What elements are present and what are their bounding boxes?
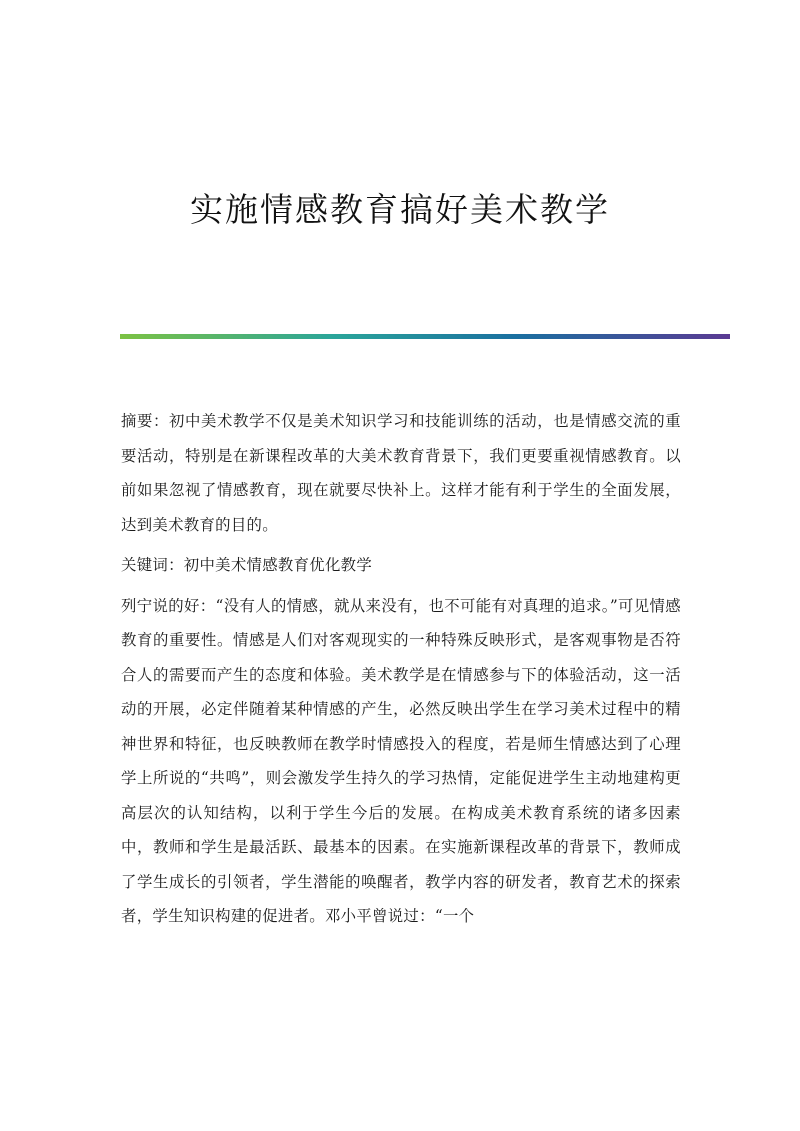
document-body bbox=[121, 404, 681, 934]
document-title: 实施情感教育搞好美术教学 bbox=[190, 190, 610, 229]
gradient-divider bbox=[120, 334, 730, 339]
keywords-paragraph: 关键词：初中美术情感教育优化教学 bbox=[121, 556, 373, 574]
abstract-paragraph: 摘要：初中美术教学不仅是美术知识学习和技能训练的活动，也是情感交流的重要活动，特别是在新课程改革的大美术教育背景下，我们更要重视情感教育。以前如果忽视了情感教育，现在就要尽快补上。这样才能有利于学生的全面发展，达到美术教育的目的。 bbox=[121, 412, 681, 534]
body-paragraph: 列宁说的好：“没有人的情感，就从来没有，也不可能有对真理的追求。”可见情感教育的重要性。情感是人们对客观现实的一种特殊反映形式，是客观事物是否符合人的需要而产生的态度和体验。美术教学是在情感参与下的体验活动，这一活动的开展，必定伴随着某种情感的产生，必然反映出学生在学习美术过程中的精神世界和特征，也反映教师在教学时情感投入的程度，若是师生情感达到了心理学上所说的“共鸣”，则会激发学生持久的学习热情，定能促进学生主动地建构更高层次的认知结构，以利于学生今后的发展。在构成美术教育系统的诸多因素中，教师和学生是最活跃、最基本的因素。在实施新课程改革的背景下，教师成了学生成长的引领者，学生潜能的唤醒者，教学内容的研发者，教育艺术的探索者，学生知识构建的促进者。邓小平曾说过：“一个 bbox=[121, 596, 681, 925]
